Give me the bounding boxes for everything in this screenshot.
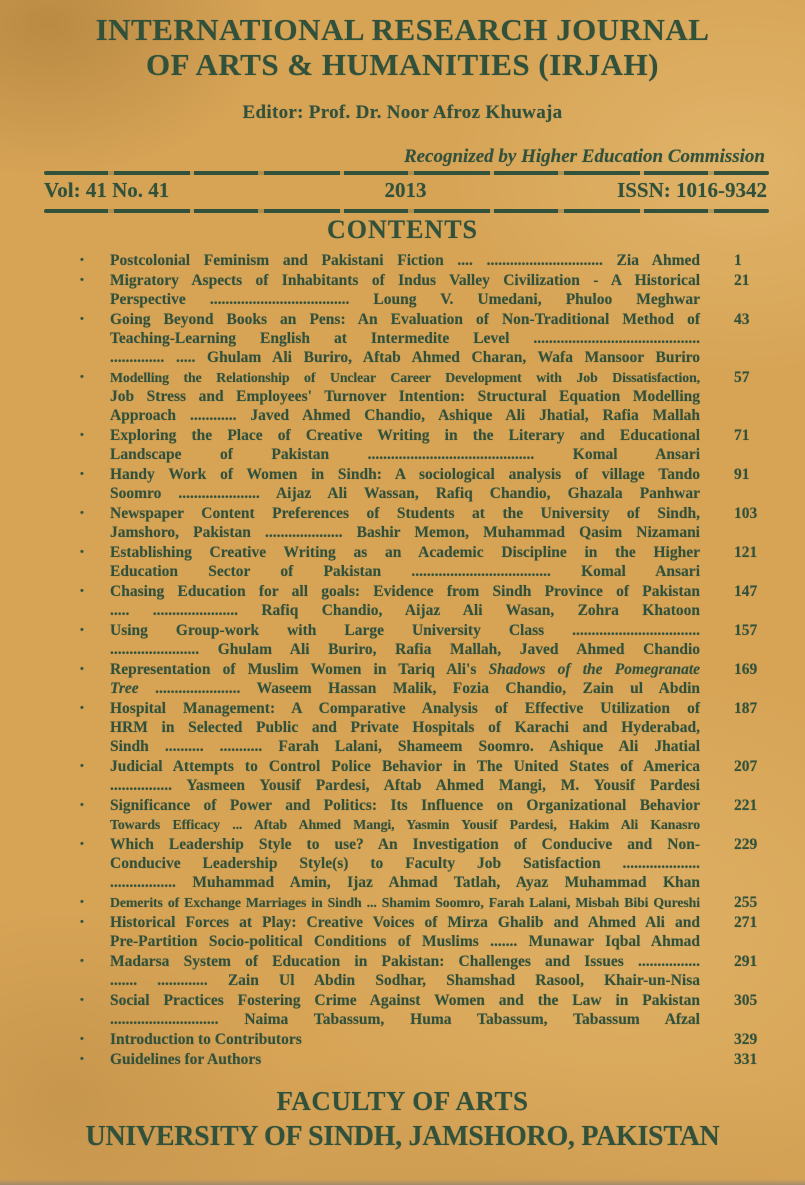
toc-line: Chasing Education for all goals: Evidence from Sindh Province of Pakistan	[110, 583, 700, 601]
bullet-icon: •	[80, 254, 84, 267]
toc-item	[80, 991, 770, 1029]
toc-entry-text	[110, 426, 700, 464]
toc-line: Landscape of Pakistan ........................................... Komal Ansari	[110, 446, 700, 464]
toc-item	[80, 913, 770, 951]
toc-item	[80, 543, 770, 581]
toc-line: Approach ............ Javed Ahmed Chandio, Ashique Ali Jhatial, Rafia Mallah	[110, 407, 700, 425]
volume-number: Vol: 41 No. 41	[44, 178, 170, 203]
toc-entry-text	[110, 368, 700, 425]
toc-entry-text	[110, 660, 700, 698]
toc-line: Perspective .................................... Loung V. Umedani, Phuloo Meghwar	[110, 291, 700, 309]
toc-line: Postcolonial Feminism and Pakistani Fiction .... .............................. Zia Ahmed	[110, 252, 700, 270]
contents-heading: CONTENTS	[326, 215, 479, 245]
toc-entry-text	[110, 504, 700, 542]
toc-entry-text	[110, 699, 700, 756]
recognition-line: Recognized by Higher Education Commission	[403, 146, 765, 168]
toc-entry-text	[110, 1030, 700, 1049]
bullet-icon: •	[80, 1033, 84, 1046]
toc-item	[80, 271, 770, 309]
bullet-icon: •	[80, 313, 84, 326]
toc-entry-text	[110, 310, 700, 367]
toc-entry-text	[110, 621, 700, 659]
toc-text-segment: Representation of Muslim Women in Tariq Ali's	[110, 661, 489, 679]
toc-line: HRM in Selected Public and Private Hospitals of Karachi and Hyderabad,	[110, 719, 700, 737]
page-number: 91	[734, 466, 750, 484]
toc-item	[80, 465, 770, 503]
toc-entry-text	[110, 271, 700, 309]
toc-line: Job Stress and Employees' Turnover Intention: Structural Equation Modelling	[110, 388, 700, 406]
toc-item	[80, 1050, 770, 1069]
toc-line: Hospital Management: A Comparative Analysis of Effective Utilization of	[110, 700, 700, 718]
toc-item	[80, 426, 770, 464]
toc-item	[80, 310, 770, 367]
toc-line: Conducive Leadership Style(s) to Faculty Job Satisfaction ....................	[110, 855, 700, 873]
toc-line: Establishing Creative Writing as an Academic Discipline in the Higher	[110, 544, 700, 562]
page-number: 57	[734, 369, 750, 387]
toc-item	[80, 660, 770, 698]
toc-entry-text	[110, 991, 700, 1029]
page-number: 1	[734, 252, 742, 270]
page-number: 291	[734, 953, 758, 971]
page-number: 207	[734, 758, 758, 776]
toc-line: Madarsa System of Education in Pakistan: Challenges and Issues ................	[110, 953, 700, 971]
page-number: 221	[734, 797, 758, 815]
toc-line: Teaching-Learning English at Intermedite Level ...........................................	[110, 330, 700, 348]
bullet-icon: •	[80, 468, 84, 481]
bullet-icon: •	[80, 896, 84, 909]
toc-line: Pre-Partition Socio-political Conditions of Muslims ....... Munawar Iqbal Ahmad	[110, 933, 700, 951]
toc-line: Which Leadership Style to use? An Investigation of Conducive and Non-	[110, 836, 700, 854]
toc-line	[110, 679, 700, 698]
bullet-icon: •	[80, 955, 84, 968]
bullet-icon: •	[80, 663, 84, 676]
toc-line: Soomro ..................... Aijaz Ali Wassan, Rafiq Chandio, Ghazala Panhwar	[110, 485, 700, 503]
toc-item	[80, 893, 770, 912]
publisher-footer	[0, 1085, 805, 1154]
page-number: 21	[734, 272, 750, 290]
toc-line: Introduction to Contributors	[110, 1031, 302, 1049]
toc-item	[80, 699, 770, 756]
bullet-icon: •	[80, 702, 84, 715]
toc-line: ............................ Naima Tabassum, Huma Tabassum, Tabassum Afzal	[110, 1011, 700, 1029]
toc-entry-text	[110, 251, 700, 270]
toc-entry-text	[110, 893, 700, 912]
toc-item	[80, 251, 770, 270]
bullet-icon: •	[80, 274, 84, 287]
toc-line: Sindh .......... ........... Farah Lalani, Shameem Soomro. Ashique Ali Jhatial	[110, 738, 700, 756]
toc-entry-text	[110, 1050, 700, 1069]
issn-number: ISSN: 1016-9342	[617, 178, 767, 203]
toc-title-italic: Tree	[110, 680, 139, 698]
toc-item	[80, 504, 770, 542]
bullet-icon: •	[80, 585, 84, 598]
bullet-icon: •	[80, 994, 84, 1007]
toc-item	[80, 1030, 770, 1049]
toc-entry-text	[110, 757, 700, 795]
toc-line: Guidelines for Authors	[110, 1051, 262, 1069]
faculty-name: FACULTY OF ARTS	[276, 1086, 529, 1117]
toc-list	[80, 251, 770, 1069]
toc-line: ....... ............. Zain Ul Abdin Sodhar, Shamshad Rasool, Khair-un-Nisa	[110, 972, 700, 990]
page-number: 121	[734, 544, 758, 562]
page-number: 71	[734, 427, 750, 445]
page-number: 187	[734, 700, 758, 718]
toc-line: Towards Efficacy ... Aftab Ahmed Mangi, Yasmin Yousif Pardesi, Hakim Ali Kanasro	[110, 817, 700, 833]
toc-title-italic: Shadows of the Pomegranate	[488, 661, 701, 679]
toc-item	[80, 835, 770, 892]
toc-line: Education Sector of Pakistan .................................... Komal Ansari	[110, 563, 700, 581]
toc-line: Modelling the Relationship of Unclear Career Development with Job Dissatisfaction,	[110, 370, 700, 386]
bullet-icon: •	[80, 371, 84, 384]
bullet-icon: •	[80, 429, 84, 442]
toc-line	[110, 660, 700, 679]
bullet-icon: •	[80, 507, 84, 520]
toc-item	[80, 582, 770, 620]
toc-line: .............. ..... Ghulam Ali Buriro, Aftab Ahmed Charan, Wafa Mansoor Buriro	[110, 349, 700, 367]
toc-entry-text	[110, 543, 700, 581]
toc-line: ................. Muhammad Amin, Ijaz Ahmad Tatlah, Ayaz Muhammad Khan	[110, 874, 700, 892]
toc-item	[80, 952, 770, 990]
toc-line: Going Beyond Books an Pens: An Evaluation of Non-Traditional Method of	[110, 311, 700, 329]
toc-line: Handy Work of Women in Sindh: A sociological analysis of village Tando	[110, 466, 700, 484]
page-number: 169	[734, 661, 758, 679]
page-number: 329	[734, 1031, 758, 1049]
page-number: 229	[734, 836, 758, 854]
bullet-icon: •	[80, 916, 84, 929]
toc-line: Exploring the Place of Creative Writing in the Literary and Educational	[110, 427, 700, 445]
toc-item	[80, 621, 770, 659]
toc-line: Using Group-work with Large University Class .................................	[110, 622, 700, 640]
toc-line: ..... ...................... Rafiq Chandio, Aijaz Ali Wasan, Zohra Khatoon	[110, 602, 700, 620]
toc-line: Demerits of Exchange Marriages in Sindh ... Shamim Soomro, Farah Lalani, Misbah Bibi Qureshi	[110, 895, 700, 911]
toc-entry-text	[110, 796, 700, 834]
page-number: 331	[734, 1051, 758, 1069]
toc-line: ................ Yasmeen Yousif Pardesi, Aftab Ahmed Mangi, M. Yousif Pardesi	[110, 777, 700, 795]
toc-item	[80, 796, 770, 834]
toc-item	[80, 368, 770, 425]
bullet-icon: •	[80, 838, 84, 851]
page-number: 305	[734, 992, 758, 1010]
page-number: 157	[734, 622, 758, 640]
page-number: 43	[734, 311, 750, 329]
editor-line: Editor: Prof. Dr. Noor Afroz Khuwaja	[242, 102, 563, 124]
toc-entry-text	[110, 465, 700, 503]
publication-year: 2013	[384, 178, 427, 203]
toc-entry-text	[110, 835, 700, 892]
toc-line: Social Practices Fostering Crime Against Women and the Law in Pakistan	[110, 992, 700, 1010]
toc-entry-text	[110, 582, 700, 620]
bullet-icon: •	[80, 1053, 84, 1066]
toc-item	[80, 757, 770, 795]
bullet-icon: •	[80, 624, 84, 637]
toc-line: Newspaper Content Preferences of Students at the University of Sindh,	[110, 505, 700, 523]
bullet-icon: •	[80, 760, 84, 773]
toc-line: Migratory Aspects of Inhabitants of Indus Valley Civilization - A Historical	[110, 272, 700, 290]
journal-title-line2: OF ARTS & HUMANITIES (IRJAH)	[146, 46, 659, 82]
divider-rule-bottom	[44, 209, 769, 213]
journal-title-line1: INTERNATIONAL RESEARCH JOURNAL	[95, 12, 710, 47]
university-name: UNIVERSITY OF SINDH, JAMSHORO, PAKISTAN	[85, 1121, 720, 1153]
volume-info-row	[0, 175, 805, 206]
page-number: 103	[734, 505, 758, 523]
toc-line: ....................... Ghulam Ali Buriro, Rafia Mallah, Javed Ahmed Chandio	[110, 641, 700, 659]
toc-line: Historical Forces at Play: Creative Voices of Mirza Ghalib and Ahmed Ali and	[110, 914, 700, 932]
toc-entry-text	[110, 952, 700, 990]
bullet-icon: •	[80, 799, 84, 812]
toc-entry-text	[110, 913, 700, 951]
page-number: 147	[734, 583, 758, 601]
page-number: 271	[734, 914, 758, 932]
bullet-icon: •	[80, 546, 84, 559]
toc-text-segment: ...................... Waseem Hassan Malik, Fozia Chandio, Zain ul Abdin	[138, 680, 700, 698]
journal-title	[0, 0, 805, 82]
toc-line: Significance of Power and Politics: Its Influence on Organizational Behavior	[110, 797, 700, 815]
page-number: 255	[734, 894, 758, 912]
toc-line: Judicial Attempts to Control Police Behavior in The United States of America	[110, 758, 700, 776]
toc-line: Jamshoro, Pakistan .................... Bashir Memon, Muhammad Qasim Nizamani	[110, 524, 700, 542]
